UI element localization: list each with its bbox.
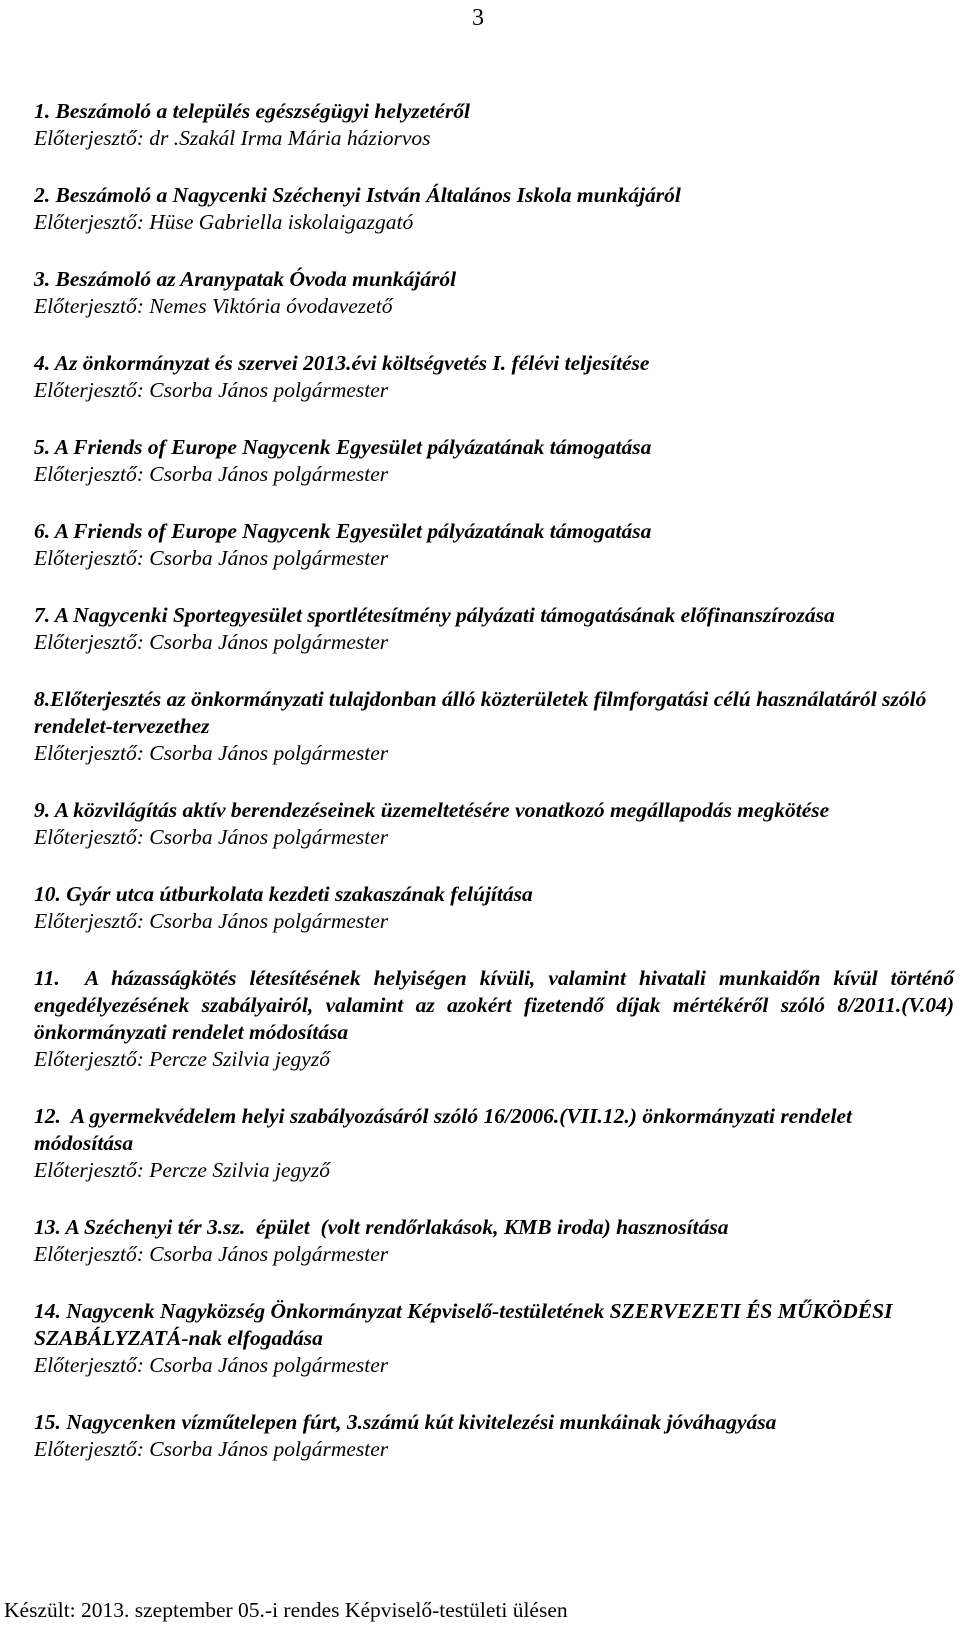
agenda-item-6: [34, 518, 954, 572]
agenda-item-2: [34, 182, 954, 236]
agenda-item-5: [34, 434, 954, 488]
agenda-item-7: [34, 602, 954, 656]
agenda-item-presenter: Előterjesztő: Percze Szilvia jegyző: [34, 1158, 330, 1182]
agenda-item-presenter: Előterjesztő: Csorba János polgármester: [34, 1437, 389, 1461]
agenda-item-title: 2. Beszámoló a Nagycenki Széchenyi István Általános Iskola munkájáról: [34, 183, 681, 207]
agenda-item-3: [34, 266, 954, 320]
agenda-item-presenter: Előterjesztő: Csorba János polgármester: [34, 909, 389, 933]
page-number: 3: [472, 5, 484, 31]
agenda-item-presenter: Előterjesztő: Csorba János polgármester: [34, 1353, 389, 1377]
agenda-item-title: 8.Előterjesztés az önkormányzati tulajdonban álló közterületek filmforgatási célú használatáról szóló rendelet-tervezethez: [34, 687, 932, 738]
agenda-item-title: 9. A közvilágítás aktív berendezéseinek üzemeltetésére vonatkozó megállapodás megkötése: [34, 798, 830, 822]
agenda-item-presenter: Előterjesztő: Nemes Viktória óvodavezető: [34, 294, 393, 318]
agenda-item-presenter: Előterjesztő: Hüse Gabriella iskolaigazgató: [34, 210, 414, 234]
agenda-item-presenter: Előterjesztő: Csorba János polgármester: [34, 378, 389, 402]
agenda-item-presenter: Előterjesztő: Csorba János polgármester: [34, 462, 389, 486]
agenda-list: [34, 98, 960, 1463]
agenda-item-title: 3. Beszámoló az Aranypatak Óvoda munkájáról: [34, 267, 457, 291]
agenda-item-presenter: Előterjesztő: Csorba János polgármester: [34, 1242, 389, 1266]
agenda-item-presenter: Előterjesztő: Csorba János polgármester: [34, 741, 389, 765]
agenda-item-12: [34, 1103, 954, 1184]
agenda-item-8: [34, 686, 954, 767]
agenda-item-11: [34, 965, 960, 1073]
agenda-item-13: [34, 1214, 954, 1268]
agenda-item-title: 10. Gyár utca útburkolata kezdeti szakaszának felújítása: [34, 882, 533, 906]
agenda-item-presenter: Előterjesztő: Csorba János polgármester: [34, 825, 389, 849]
agenda-item-title: 13. A Széchenyi tér 3.sz. épület (volt rendőrlakások, KMB iroda) hasznosítása: [34, 1215, 729, 1239]
agenda-item-title: 15. Nagycenken vízműtelepen fúrt, 3.számú kút kivitelezési munkáinak jóváhagyása: [34, 1410, 777, 1434]
agenda-item-title: 7. A Nagycenki Sportegyesület sportlétesítmény pályázati támogatásának előfinanszírozása: [34, 603, 835, 627]
agenda-item-title: 4. Az önkormányzat és szervei 2013.évi költségvetés I. félévi teljesítése: [34, 351, 650, 375]
agenda-item-title: 6. A Friends of Europe Nagycenk Egyesület pályázatának támogatása: [34, 519, 652, 543]
agenda-item-10: [34, 881, 954, 935]
agenda-item-title: 1. Beszámoló a település egészségügyi helyzetéről: [34, 99, 470, 123]
agenda-item-9: [34, 797, 954, 851]
agenda-item-15: [34, 1409, 954, 1463]
agenda-item-14: [34, 1298, 954, 1379]
agenda-item-title: 12. A gyermekvédelem helyi szabályozásáról szóló 16/2006.(VII.12.) önkormányzati rendelet módosítása: [34, 1104, 858, 1155]
agenda-item-title: 14. Nagycenk Nagyközség Önkormányzat Képviselő-testületének SZERVEZETI ÉS MŰKÖDÉSI SZABÁLYZATÁ-nak elfogadása: [34, 1299, 898, 1350]
footer-note: Készült: 2013. szeptember 05.-i rendes Képviselő-testületi ülésen: [4, 1598, 568, 1622]
agenda-item-4: [34, 350, 954, 404]
agenda-item-presenter: Előterjesztő: Csorba János polgármester: [34, 546, 389, 570]
agenda-item-presenter: Előterjesztő: dr .Szakál Irma Mária háziorvos: [34, 126, 431, 150]
agenda-item-presenter: Előterjesztő: Percze Szilvia jegyző: [34, 1047, 330, 1071]
agenda-item-title: 11. A házasságkötés létesítésének helyiségen kívüli, valamint hivatali munkaidőn kívül történő engedélyezésének szabályairól, valamint az azokért fizetendő díjak mértékéről szóló 8/2011.(V.04) önkormányzati rendelet módosítása: [34, 966, 960, 1044]
agenda-item-1: [34, 98, 954, 152]
agenda-item-presenter: Előterjesztő: Csorba János polgármester: [34, 630, 389, 654]
agenda-item-title: 5. A Friends of Europe Nagycenk Egyesület pályázatának támogatása: [34, 435, 652, 459]
